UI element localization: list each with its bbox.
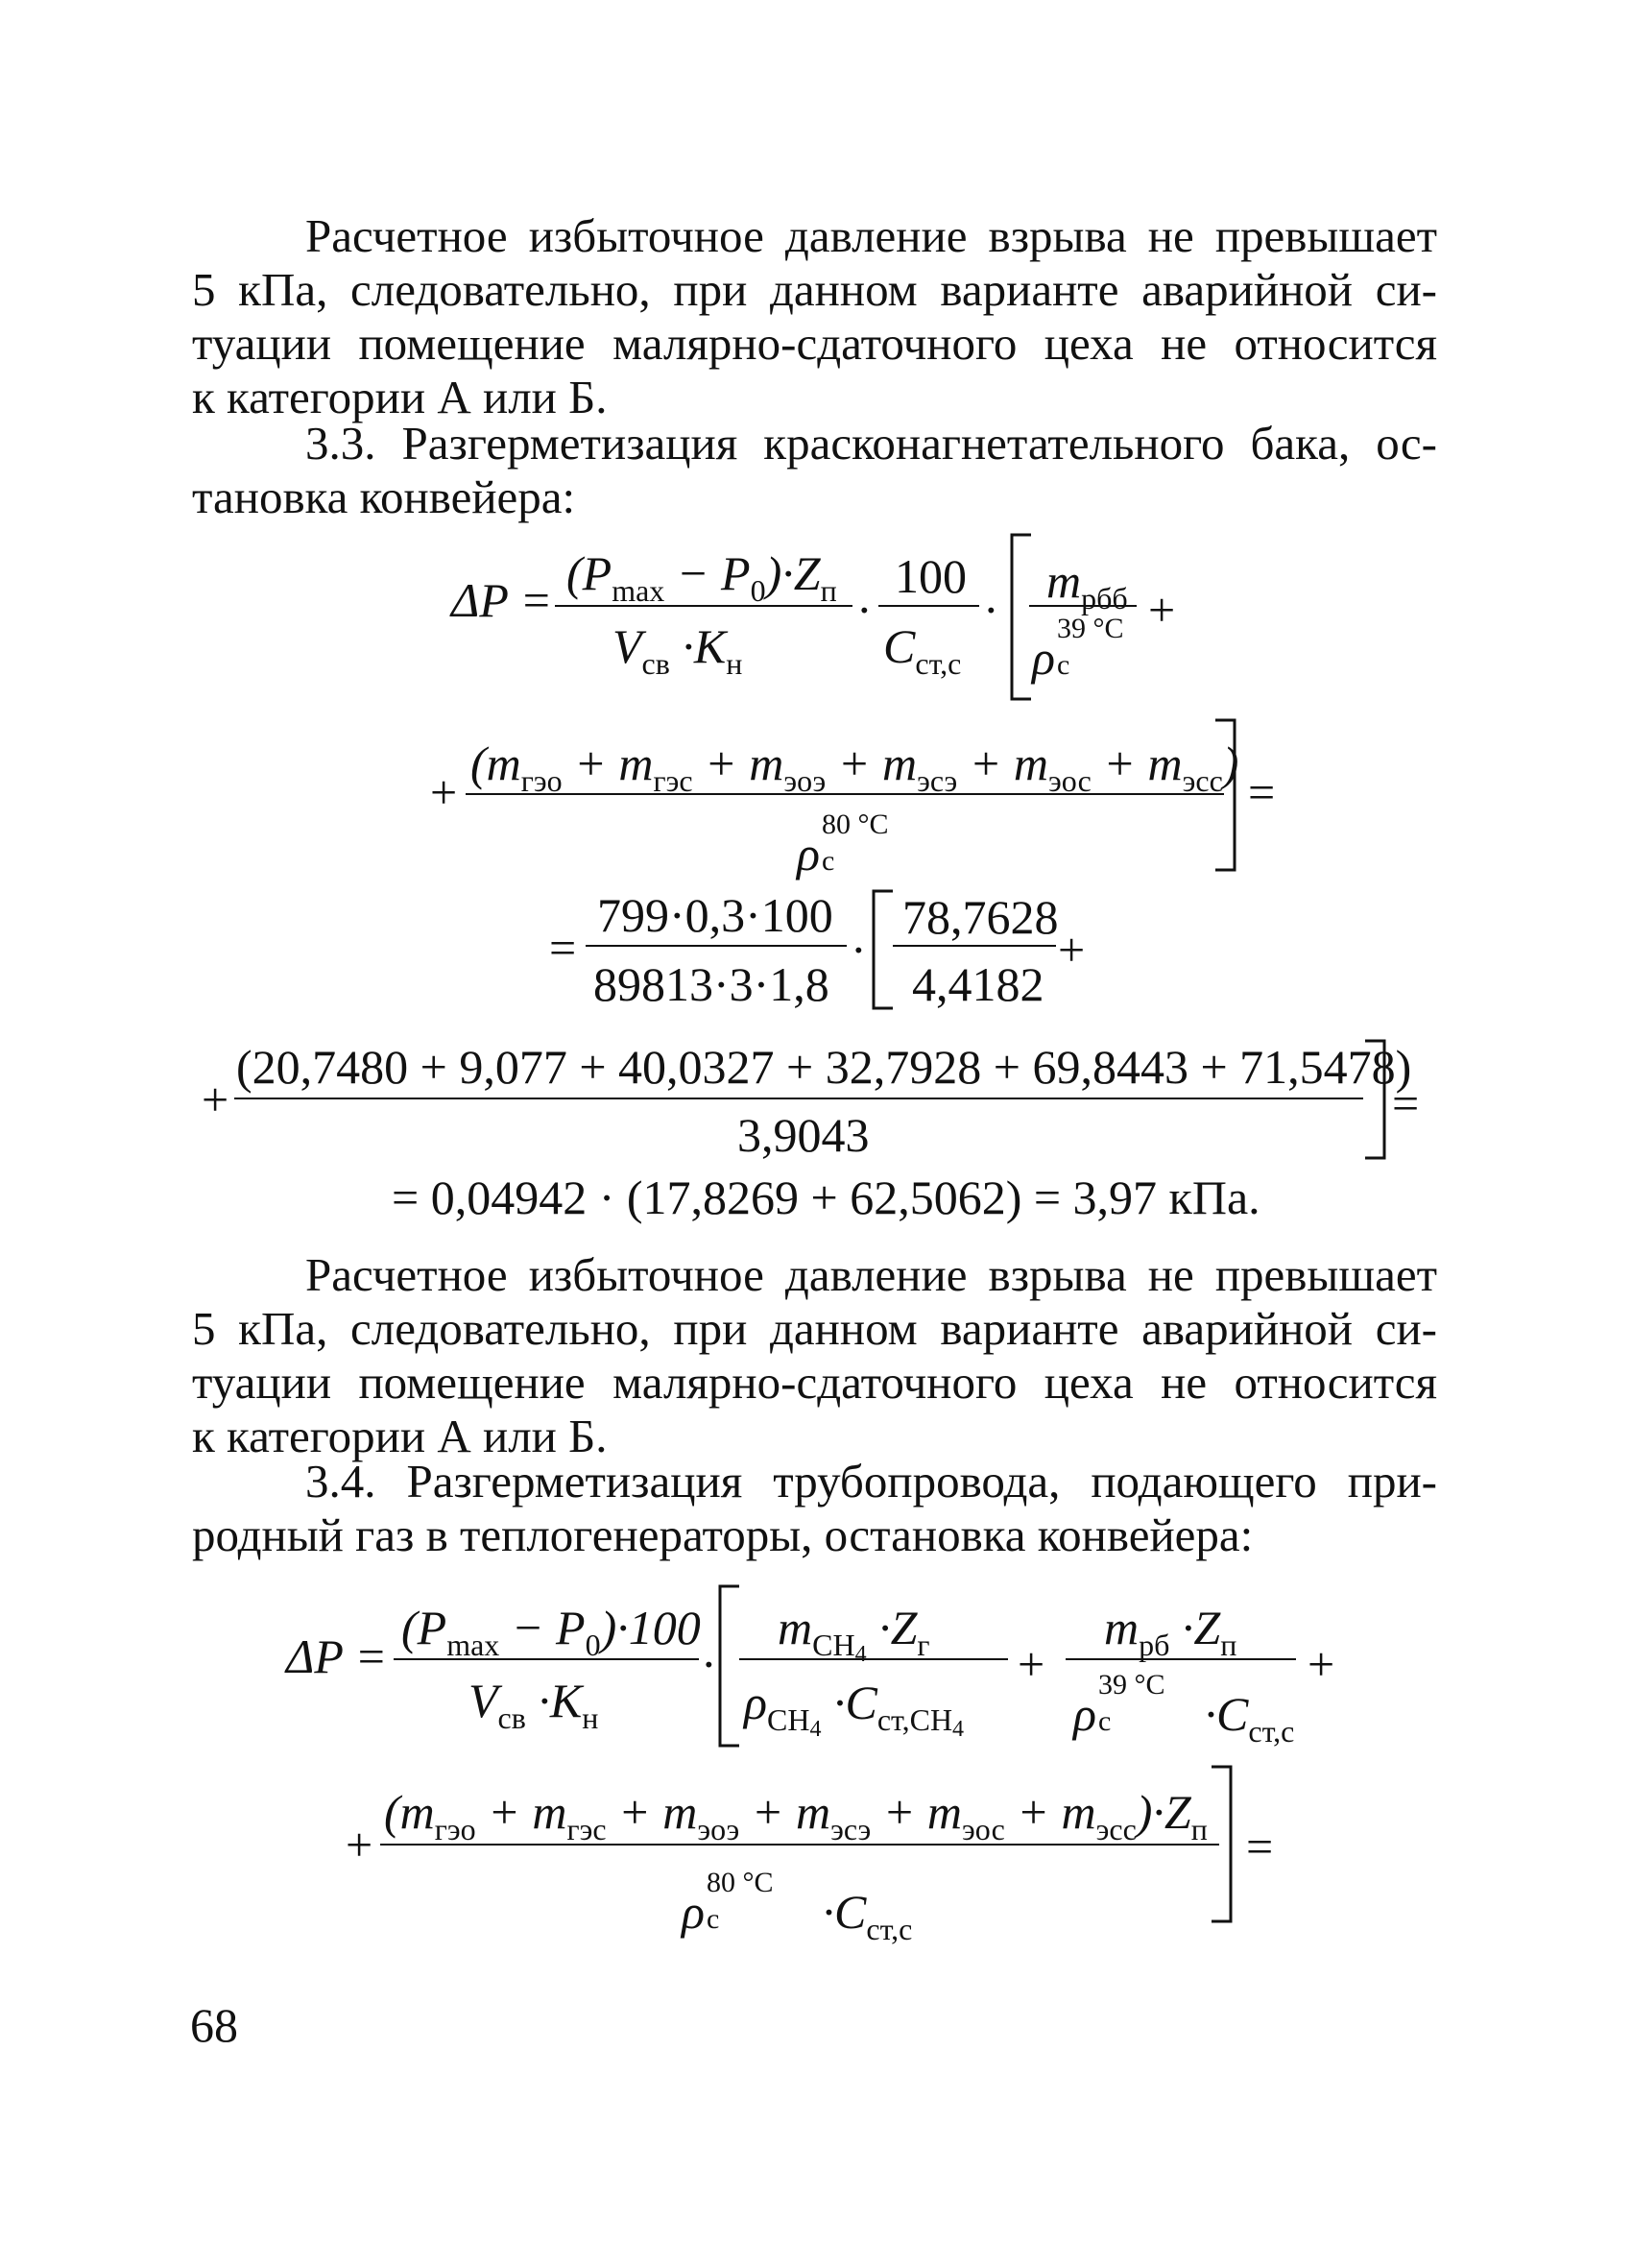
fraction-numerator: 100 — [895, 549, 967, 603]
text-line: туации помещение малярно-сдаточного цеха не относится — [192, 317, 1437, 370]
page-number: 68 — [190, 1998, 238, 2052]
fraction-denominator: ρ 80 °С с — [797, 808, 889, 881]
fraction-numerator: $m_{рб} \cdot Z_п$ — [1104, 1601, 1237, 1662]
right-bracket — [1208, 1765, 1236, 1923]
fraction-numerator: $(P_{max} - P_0)\cdot Z_п$ — [566, 546, 837, 608]
equals-sign: = — [1392, 1076, 1420, 1130]
delta-p-lhs: ΔP = — [451, 573, 553, 627]
fraction-numerator: $(P_{max} - P_0)\cdot 100$ — [401, 1601, 701, 1662]
left-bracket — [716, 1584, 745, 1748]
section-3-3-heading — [192, 417, 1437, 524]
text-line: родный газ в теплогенераторы, остановка конвейера: — [192, 1508, 1254, 1561]
fraction-bar — [234, 1098, 1363, 1099]
fraction-bar — [878, 605, 979, 607]
multiply-dot: · — [851, 923, 867, 977]
fraction-bar — [893, 945, 1056, 947]
text-line: туации помещение малярно-сдаточного цеха не относится — [192, 1356, 1437, 1409]
fraction-bar — [1066, 1658, 1296, 1660]
multiply-dot: · — [856, 583, 873, 637]
right-bracket — [1361, 1039, 1390, 1160]
fraction-denominator: ρ 39 °С с $\cdot C_{ст,с}$ — [1073, 1669, 1295, 1749]
left-bracket — [870, 889, 899, 1010]
formula-3-3-result: = 0,04942 · (17,8269 + 62,5062) = 3,97 кПа. — [392, 1170, 1260, 1224]
plus-sign: + — [1058, 923, 1086, 977]
fraction-denominator: ρ 80 °С с $\cdot C_{ст,с}$ — [682, 1867, 913, 1946]
fraction-numerator: 78,7628 — [902, 890, 1059, 944]
multiply-dot: · — [983, 583, 999, 637]
text-line: к категории А или Б. — [192, 1410, 608, 1462]
fraction-denominator: 3,9043 — [737, 1108, 870, 1162]
equals-sign: = — [1248, 765, 1276, 819]
fraction-bar — [466, 793, 1224, 795]
plus-sign: + — [1018, 1637, 1045, 1691]
text-line: 5 кПа, следовательно, при данном варианте аварийной си- — [192, 1302, 1437, 1355]
equals-sign: = — [1246, 1820, 1274, 1873]
text-line: тановка конвейера: — [192, 470, 576, 523]
plus-sign: + — [430, 765, 458, 819]
fraction-bar — [394, 1658, 699, 1660]
fraction-numerator: $(m_{гэо} + m_{гэс} + m_{эоэ} + m_{эсэ} + m_{эос} + m_{эсс})\cdot Z_п$ — [384, 1785, 1208, 1846]
fraction-denominator: ρ 39 °С с — [1032, 613, 1124, 685]
fraction-numerator: $m_{рбб}$ — [1046, 554, 1128, 615]
section-3-4-heading — [192, 1455, 1437, 1562]
text-line: Расчетное избыточное давление взрыва не превышает — [305, 209, 1437, 262]
fraction-denominator: $V_{св} \cdot K_н$ — [468, 1674, 599, 1735]
text-line: Расчетное избыточное давление взрыва не превышает — [305, 1248, 1437, 1301]
fraction-bar — [586, 945, 847, 947]
plus-sign: + — [1308, 1637, 1335, 1691]
plus-sign: + — [346, 1818, 373, 1871]
right-bracket — [1212, 718, 1240, 872]
fraction-denominator: 89813·3·1,8 — [593, 957, 829, 1011]
fraction-bar — [1029, 605, 1137, 607]
fraction-denominator: $\rho_{CH4} \cdot C_{ст,CH4}$ — [744, 1676, 965, 1742]
fraction-denominator: $C_{ст,с}$ — [883, 619, 962, 681]
fraction-denominator: 4,4182 — [912, 957, 1044, 1011]
text-line: 5 кПа, следовательно, при данном варианте аварийной си- — [192, 263, 1437, 316]
paragraph-conclusion-1 — [192, 209, 1437, 424]
text-line: к категории А или Б. — [192, 371, 608, 423]
fraction-bar — [380, 1844, 1219, 1846]
fraction-bar — [739, 1658, 1008, 1660]
text-line: 3.4. Разгерметизация трубопровода, подающего при- — [305, 1455, 1437, 1508]
fraction-numerator: (20,7480 + 9,077 + 40,0327 + 32,7928 + 69,8443 + 71,5478) — [236, 1040, 1412, 1094]
text-line: 3.3. Разгерметизация красконагнетательного бака, ос- — [305, 417, 1437, 470]
fraction-numerator: $(m_{гэо} + m_{гэс} + m_{эоэ} + m_{эсэ} + m_{эос} + m_{эсс})$ — [470, 736, 1239, 798]
paragraph-conclusion-2 — [192, 1248, 1437, 1463]
plus-sign: + — [202, 1073, 229, 1126]
equals-sign: = — [549, 921, 577, 975]
delta-p-lhs: ΔP = — [286, 1629, 388, 1683]
plus-sign: + — [1148, 583, 1176, 637]
multiply-dot: · — [701, 1637, 717, 1691]
fraction-denominator: $V_{св} \cdot K_н$ — [612, 619, 743, 681]
fraction-bar — [555, 605, 852, 607]
fraction-numerator: $m_{CH4} \cdot Z_г$ — [778, 1601, 930, 1667]
fraction-numerator: 799·0,3·100 — [597, 888, 833, 942]
